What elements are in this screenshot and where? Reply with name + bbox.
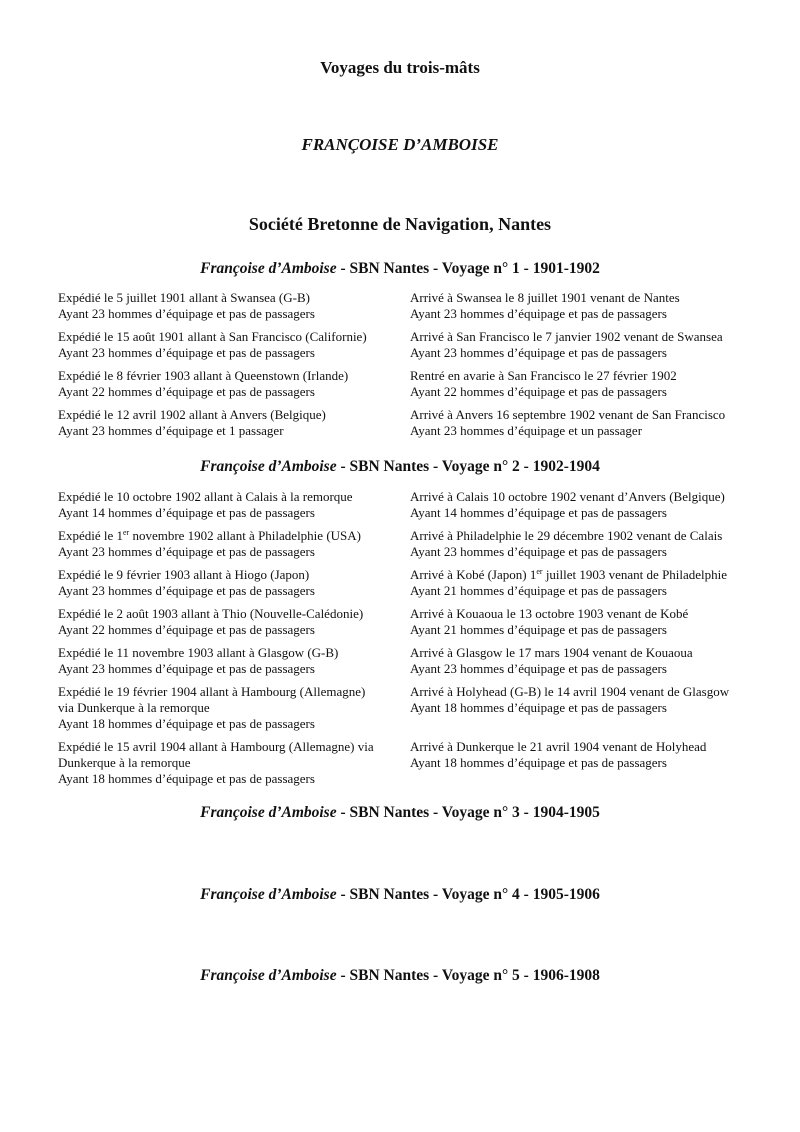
crew-line: Ayant 23 hommes d’équipage et pas de passagers	[58, 583, 315, 598]
arrival-entry	[410, 739, 770, 771]
crew-line: Ayant 14 hommes d’équipage et pas de passagers	[58, 505, 315, 520]
departure-entry	[58, 645, 398, 677]
departure-entry	[58, 407, 398, 439]
voyage-details: - SBN Nantes - Voyage n° 2 - 1902-1904	[336, 458, 600, 475]
arrival-line: Arrivé à Anvers 16 septembre 1902 venant de San Francisco	[410, 407, 726, 422]
crew-line: Ayant 23 hommes d’équipage et pas de passagers	[58, 661, 315, 676]
crew-line: Ayant 18 hommes d’équipage et pas de passagers	[410, 700, 667, 715]
voyage-1-heading	[0, 260, 800, 278]
voyage-ship-name: Françoise d’Amboise	[200, 886, 337, 903]
voyage-details: - SBN Nantes - Voyage n° 5 - 1906-1908	[336, 967, 600, 984]
crew-line: Ayant 23 hommes d’équipage et pas de passagers	[58, 544, 315, 559]
voyage-2-heading	[0, 458, 800, 476]
arrival-line: Arrivé à Holyhead (G-B) le 14 avril 1904 venant de Glasgow	[410, 684, 730, 699]
departure-entry	[58, 528, 398, 560]
document-title: Voyages du trois-mâts	[320, 58, 480, 77]
arrival-line: Rentré en avarie à San Francisco le 27 février 1902	[410, 368, 677, 383]
arrival-line: Arrivé à Dunkerque le 21 avril 1904 venant de Holyhead	[410, 739, 707, 754]
arrival-entry	[410, 528, 770, 560]
departure-line: Expédié le 8 février 1903 allant à Queenstown (Irlande)	[58, 368, 349, 383]
crew-line: Ayant 18 hommes d’équipage et pas de passagers	[58, 771, 315, 786]
arrival-entry	[410, 684, 770, 716]
voyage-details: - SBN Nantes - Voyage n° 4 - 1905-1906	[336, 886, 600, 903]
crew-line: Ayant 22 hommes d’équipage et pas de passagers	[58, 622, 315, 637]
voyage-ship-name: Françoise d’Amboise	[200, 804, 337, 821]
voyage-details: - SBN Nantes - Voyage n° 3 - 1904-1905	[336, 804, 600, 821]
arrival-entry	[410, 368, 770, 400]
arrival-entry	[410, 329, 770, 361]
departure-entry	[58, 567, 398, 599]
arrival-line: Arrivé à Calais 10 octobre 1902 venant d’Anvers (Belgique)	[410, 489, 725, 504]
arrival-line: Arrivé à Kouaoua le 13 octobre 1903 venant de Kobé	[410, 606, 689, 621]
departure-line: Expédié le 1er novembre 1902 allant à Philadelphie (USA)	[58, 528, 361, 543]
departure-line: Expédié le 15 août 1901 allant à San Francisco (Californie)	[58, 329, 367, 344]
departure-line: Expédié le 2 août 1903 allant à Thio (Nouvelle-Calédonie)	[58, 606, 364, 621]
arrival-entry	[410, 606, 770, 638]
crew-line: Ayant 21 hommes d’équipage et pas de passagers	[410, 583, 667, 598]
crew-line: Ayant 22 hommes d’équipage et pas de passagers	[410, 384, 667, 399]
voyage-5-heading	[0, 967, 800, 985]
voyage-3-heading	[0, 804, 800, 822]
crew-line: Ayant 21 hommes d’équipage et pas de passagers	[410, 622, 667, 637]
departure-line: Expédié le 5 juillet 1901 allant à Swansea (G-B)	[58, 290, 310, 305]
crew-line: Ayant 23 hommes d’équipage et pas de passagers	[410, 544, 667, 559]
departure-entry	[58, 489, 398, 521]
ordinal-superscript: er	[536, 567, 543, 576]
arrival-line: Arrivé à Philadelphie le 29 décembre 1902 venant de Calais	[410, 528, 723, 543]
ship-name-heading: FRANÇOISE D’AMBOISE	[301, 135, 499, 154]
crew-line: Ayant 23 hommes d’équipage et 1 passager	[58, 423, 284, 438]
voyage-ship-name: Françoise d’Amboise	[200, 967, 337, 984]
departure-line: Expédié le 9 février 1903 allant à Hiogo (Japon)	[58, 567, 310, 582]
arrival-line: Arrivé à Kobé (Japon) 1er juillet 1903 venant de Philadelphie	[410, 567, 728, 582]
departure-entry	[58, 329, 398, 361]
crew-line: Ayant 23 hommes d’équipage et un passager	[410, 423, 643, 438]
arrival-entry	[410, 489, 770, 521]
crew-line: Ayant 14 hommes d’équipage et pas de passagers	[410, 505, 667, 520]
crew-line: Ayant 23 hommes d’équipage et pas de passagers	[58, 306, 315, 321]
departure-line: Expédié le 19 février 1904 allant à Hambourg (Allemagne)	[58, 684, 366, 699]
departure-line: Expédié le 15 avril 1904 allant à Hambourg (Allemagne) via	[58, 739, 374, 754]
crew-line: Ayant 18 hommes d’équipage et pas de passagers	[58, 716, 315, 731]
departure-entry	[58, 290, 398, 322]
departure-entry	[58, 684, 398, 732]
crew-line: Ayant 22 hommes d’équipage et pas de passagers	[58, 384, 315, 399]
arrival-line: Arrivé à Swansea le 8 juillet 1901 venant de Nantes	[410, 290, 680, 305]
arrival-entry	[410, 290, 770, 322]
voyage-details: - SBN Nantes - Voyage n° 1 - 1901-1902	[336, 260, 600, 277]
arrival-line: Arrivé à Glasgow le 17 mars 1904 venant de Kouaoua	[410, 645, 693, 660]
crew-line: Ayant 18 hommes d’équipage et pas de passagers	[410, 755, 667, 770]
departure-line: Expédié le 10 octobre 1902 allant à Calais à la remorque	[58, 489, 353, 504]
departure-entry	[58, 368, 398, 400]
arrival-entry	[410, 645, 770, 677]
crew-line: Ayant 23 hommes d’équipage et pas de passagers	[410, 345, 667, 360]
arrival-line: Arrivé à San Francisco le 7 janvier 1902 venant de Swansea	[410, 329, 723, 344]
route-line: via Dunkerque à la remorque	[58, 700, 210, 715]
departure-line: Expédié le 12 avril 1902 allant à Anvers (Belgique)	[58, 407, 326, 422]
departure-line: Expédié le 11 novembre 1903 allant à Glasgow (G-B)	[58, 645, 339, 660]
voyage-4-heading	[0, 886, 800, 904]
voyage-ship-name: Françoise d’Amboise	[200, 260, 337, 277]
departure-entry	[58, 606, 398, 638]
crew-line: Ayant 23 hommes d’équipage et pas de passagers	[410, 661, 667, 676]
arrival-entry	[410, 407, 770, 439]
route-line: Dunkerque à la remorque	[58, 755, 191, 770]
departure-entry	[58, 739, 398, 787]
arrival-entry	[410, 567, 770, 599]
crew-line: Ayant 23 hommes d’équipage et pas de passagers	[410, 306, 667, 321]
voyage-ship-name: Françoise d’Amboise	[200, 458, 337, 475]
company-heading: Société Bretonne de Navigation, Nantes	[248, 214, 552, 234]
ordinal-superscript: er	[122, 528, 130, 537]
crew-line: Ayant 23 hommes d’équipage et pas de passagers	[58, 345, 315, 360]
